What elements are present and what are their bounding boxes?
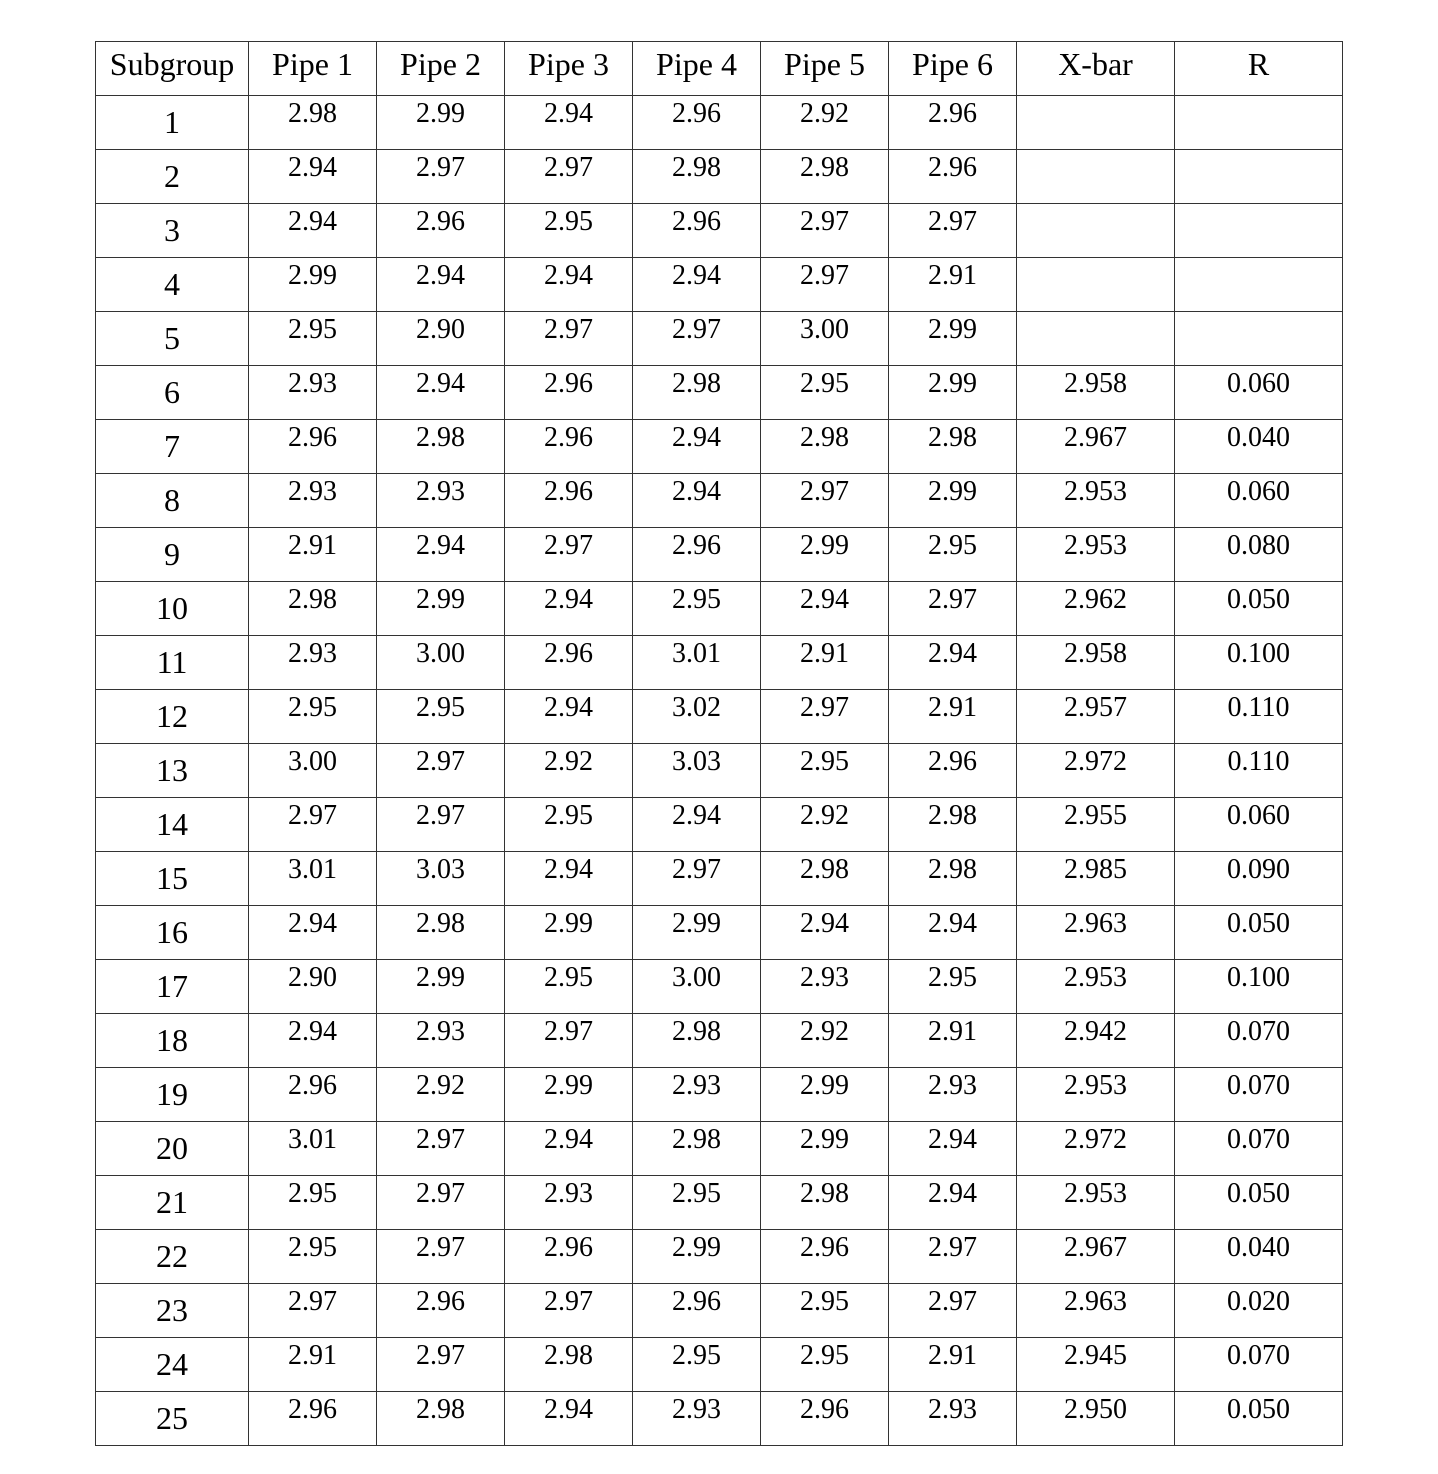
x-bar-cell: 2.962 [1017, 582, 1175, 636]
pipe-6-cell: 2.99 [889, 366, 1017, 420]
pipe-3-cell: 2.93 [505, 1176, 633, 1230]
pipe-5-cell: 2.98 [761, 420, 889, 474]
pipe-5-cell: 2.92 [761, 1014, 889, 1068]
table-row [96, 528, 1343, 582]
x-bar-cell: 2.942 [1017, 1014, 1175, 1068]
subgroup-cell: 5 [96, 312, 249, 366]
pipe-3-cell: 2.92 [505, 744, 633, 798]
r-cell: 0.020 [1175, 1284, 1343, 1338]
pipe-1-cell: 2.93 [249, 366, 377, 420]
pipe-1-cell: 2.90 [249, 960, 377, 1014]
pipe-6-cell: 2.96 [889, 96, 1017, 150]
subgroup-cell: 4 [96, 258, 249, 312]
pipe-2-cell: 2.95 [377, 690, 505, 744]
pipe-1-cell: 2.95 [249, 312, 377, 366]
table-row [96, 420, 1343, 474]
pipe-6-cell: 2.97 [889, 1230, 1017, 1284]
pipe-4-cell: 2.99 [633, 906, 761, 960]
pipe-4-cell: 2.96 [633, 204, 761, 258]
pipe-2-cell: 2.97 [377, 1230, 505, 1284]
r-cell [1175, 96, 1343, 150]
table-row [96, 690, 1343, 744]
subgroup-cell: 22 [96, 1230, 249, 1284]
pipe-2-cell: 2.92 [377, 1068, 505, 1122]
pipe-4-cell: 2.94 [633, 798, 761, 852]
pipe-3-cell: 2.96 [505, 636, 633, 690]
pipe-4-cell: 2.97 [633, 852, 761, 906]
table-row [96, 1176, 1343, 1230]
r-cell: 0.100 [1175, 960, 1343, 1014]
subgroup-cell: 23 [96, 1284, 249, 1338]
pipe-3-cell: 2.95 [505, 960, 633, 1014]
pipe-3-cell: 2.97 [505, 528, 633, 582]
table-row [96, 1230, 1343, 1284]
x-bar-cell [1017, 312, 1175, 366]
pipe-6-cell: 2.94 [889, 636, 1017, 690]
table-body [96, 96, 1343, 1446]
pipe-5-cell: 2.99 [761, 1068, 889, 1122]
subgroup-cell: 19 [96, 1068, 249, 1122]
pipe-3-cell: 2.95 [505, 798, 633, 852]
pipe-4-cell: 2.98 [633, 366, 761, 420]
pipe-5-cell: 2.97 [761, 258, 889, 312]
pipe-5-cell: 2.99 [761, 1122, 889, 1176]
subgroup-cell: 15 [96, 852, 249, 906]
pipe-6-cell: 2.97 [889, 204, 1017, 258]
pipe-2-cell: 2.99 [377, 582, 505, 636]
r-cell: 0.070 [1175, 1122, 1343, 1176]
table-row [96, 96, 1343, 150]
table-row [96, 312, 1343, 366]
pipe-2-cell: 2.98 [377, 906, 505, 960]
pipe-6-cell: 2.91 [889, 1338, 1017, 1392]
pipe-5-cell: 2.96 [761, 1230, 889, 1284]
pipe-2-cell: 2.97 [377, 1122, 505, 1176]
column-header-subgroup: Subgroup [96, 42, 249, 96]
r-cell: 0.090 [1175, 852, 1343, 906]
pipe-6-cell: 2.94 [889, 906, 1017, 960]
pipe-6-cell: 2.98 [889, 852, 1017, 906]
pipe-6-cell: 2.93 [889, 1392, 1017, 1446]
pipe-4-cell: 3.00 [633, 960, 761, 1014]
pipe-2-cell: 2.93 [377, 1014, 505, 1068]
pipe-2-cell: 2.97 [377, 150, 505, 204]
pipe-3-cell: 2.99 [505, 906, 633, 960]
x-bar-cell: 2.963 [1017, 1284, 1175, 1338]
pipe-3-cell: 2.96 [505, 1230, 633, 1284]
r-cell: 0.110 [1175, 744, 1343, 798]
table-row [96, 1392, 1343, 1446]
pipe-1-cell: 2.96 [249, 1068, 377, 1122]
pipe-6-cell: 2.94 [889, 1176, 1017, 1230]
pipe-1-cell: 2.94 [249, 906, 377, 960]
pipe-4-cell: 2.98 [633, 1122, 761, 1176]
table-row [96, 366, 1343, 420]
pipe-2-cell: 2.98 [377, 1392, 505, 1446]
r-cell: 0.060 [1175, 474, 1343, 528]
x-bar-cell: 2.972 [1017, 1122, 1175, 1176]
pipe-4-cell: 2.95 [633, 1176, 761, 1230]
pipe-4-cell: 2.94 [633, 420, 761, 474]
pipe-6-cell: 2.93 [889, 1068, 1017, 1122]
pipe-measurements-table [95, 41, 1343, 1446]
pipe-1-cell: 2.94 [249, 1014, 377, 1068]
pipe-1-cell: 2.95 [249, 1230, 377, 1284]
pipe-3-cell: 2.98 [505, 1338, 633, 1392]
pipe-4-cell: 2.94 [633, 258, 761, 312]
pipe-3-cell: 2.95 [505, 204, 633, 258]
subgroup-cell: 17 [96, 960, 249, 1014]
pipe-2-cell: 2.99 [377, 96, 505, 150]
pipe-4-cell: 2.96 [633, 528, 761, 582]
column-header-pipe-5: Pipe 5 [761, 42, 889, 96]
pipe-3-cell: 2.94 [505, 690, 633, 744]
table-header-row [96, 42, 1343, 96]
r-cell [1175, 312, 1343, 366]
pipe-5-cell: 2.97 [761, 690, 889, 744]
pipe-4-cell: 2.96 [633, 96, 761, 150]
x-bar-cell: 2.967 [1017, 1230, 1175, 1284]
x-bar-cell: 2.972 [1017, 744, 1175, 798]
pipe-2-cell: 2.93 [377, 474, 505, 528]
x-bar-cell: 2.953 [1017, 960, 1175, 1014]
subgroup-cell: 1 [96, 96, 249, 150]
r-cell: 0.050 [1175, 582, 1343, 636]
pipe-4-cell: 2.98 [633, 1014, 761, 1068]
column-header-r: R [1175, 42, 1343, 96]
x-bar-cell: 2.953 [1017, 474, 1175, 528]
x-bar-cell [1017, 258, 1175, 312]
x-bar-cell: 2.958 [1017, 636, 1175, 690]
pipe-4-cell: 2.98 [633, 150, 761, 204]
pipe-5-cell: 2.91 [761, 636, 889, 690]
pipe-6-cell: 2.91 [889, 690, 1017, 744]
pipe-4-cell: 2.95 [633, 582, 761, 636]
pipe-6-cell: 2.96 [889, 150, 1017, 204]
pipe-2-cell: 2.96 [377, 1284, 505, 1338]
subgroup-cell: 14 [96, 798, 249, 852]
subgroup-cell: 21 [96, 1176, 249, 1230]
pipe-5-cell: 2.98 [761, 1176, 889, 1230]
pipe-3-cell: 2.94 [505, 852, 633, 906]
pipe-5-cell: 2.98 [761, 150, 889, 204]
table-row [96, 1068, 1343, 1122]
r-cell [1175, 258, 1343, 312]
pipe-5-cell: 2.95 [761, 1284, 889, 1338]
column-header-pipe-1: Pipe 1 [249, 42, 377, 96]
pipe-1-cell: 2.99 [249, 258, 377, 312]
pipe-5-cell: 2.97 [761, 204, 889, 258]
r-cell: 0.070 [1175, 1068, 1343, 1122]
subgroup-cell: 9 [96, 528, 249, 582]
pipe-4-cell: 2.97 [633, 312, 761, 366]
x-bar-cell [1017, 96, 1175, 150]
pipe-4-cell: 3.01 [633, 636, 761, 690]
table-row [96, 258, 1343, 312]
x-bar-cell: 2.945 [1017, 1338, 1175, 1392]
pipe-6-cell: 2.99 [889, 312, 1017, 366]
pipe-1-cell: 2.96 [249, 420, 377, 474]
table-row [96, 1284, 1343, 1338]
pipe-1-cell: 2.91 [249, 528, 377, 582]
subgroup-cell: 6 [96, 366, 249, 420]
pipe-1-cell: 2.93 [249, 474, 377, 528]
pipe-6-cell: 2.91 [889, 1014, 1017, 1068]
pipe-4-cell: 2.93 [633, 1068, 761, 1122]
pipe-1-cell: 2.97 [249, 798, 377, 852]
r-cell: 0.050 [1175, 1176, 1343, 1230]
x-bar-cell [1017, 150, 1175, 204]
r-cell [1175, 150, 1343, 204]
pipe-1-cell: 2.94 [249, 150, 377, 204]
x-bar-cell: 2.953 [1017, 1068, 1175, 1122]
pipe-5-cell: 3.00 [761, 312, 889, 366]
pipe-3-cell: 2.94 [505, 1122, 633, 1176]
table-row [96, 582, 1343, 636]
pipe-1-cell: 2.95 [249, 1176, 377, 1230]
pipe-3-cell: 2.97 [505, 1014, 633, 1068]
table-row [96, 1338, 1343, 1392]
x-bar-cell: 2.955 [1017, 798, 1175, 852]
pipe-1-cell: 2.97 [249, 1284, 377, 1338]
pipe-2-cell: 2.94 [377, 528, 505, 582]
pipe-5-cell: 2.94 [761, 906, 889, 960]
pipe-2-cell: 2.97 [377, 744, 505, 798]
table-row [96, 204, 1343, 258]
r-cell: 0.050 [1175, 906, 1343, 960]
pipe-5-cell: 2.95 [761, 1338, 889, 1392]
x-bar-cell: 2.985 [1017, 852, 1175, 906]
pipe-3-cell: 2.96 [505, 420, 633, 474]
r-cell: 0.060 [1175, 798, 1343, 852]
pipe-5-cell: 2.95 [761, 366, 889, 420]
subgroup-cell: 8 [96, 474, 249, 528]
subgroup-cell: 7 [96, 420, 249, 474]
r-cell: 0.080 [1175, 528, 1343, 582]
pipe-2-cell: 2.97 [377, 798, 505, 852]
pipe-1-cell: 2.98 [249, 582, 377, 636]
pipe-4-cell: 2.95 [633, 1338, 761, 1392]
table-row [96, 852, 1343, 906]
r-cell: 0.040 [1175, 420, 1343, 474]
pipe-1-cell: 2.94 [249, 204, 377, 258]
table-row [96, 906, 1343, 960]
x-bar-cell: 2.957 [1017, 690, 1175, 744]
pipe-2-cell: 2.97 [377, 1338, 505, 1392]
x-bar-cell: 2.958 [1017, 366, 1175, 420]
pipe-1-cell: 2.96 [249, 1392, 377, 1446]
table-row [96, 1122, 1343, 1176]
r-cell: 0.110 [1175, 690, 1343, 744]
column-header-pipe-2: Pipe 2 [377, 42, 505, 96]
pipe-4-cell: 2.93 [633, 1392, 761, 1446]
pipe-6-cell: 2.96 [889, 744, 1017, 798]
pipe-6-cell: 2.94 [889, 1122, 1017, 1176]
pipe-3-cell: 2.97 [505, 312, 633, 366]
r-cell: 0.070 [1175, 1338, 1343, 1392]
pipe-3-cell: 2.94 [505, 582, 633, 636]
pipe-1-cell: 2.93 [249, 636, 377, 690]
subgroup-cell: 18 [96, 1014, 249, 1068]
pipe-1-cell: 3.01 [249, 852, 377, 906]
x-bar-cell [1017, 204, 1175, 258]
pipe-5-cell: 2.95 [761, 744, 889, 798]
pipe-2-cell: 3.03 [377, 852, 505, 906]
table-row [96, 798, 1343, 852]
subgroup-cell: 25 [96, 1392, 249, 1446]
subgroup-cell: 2 [96, 150, 249, 204]
column-header-x-bar: X-bar [1017, 42, 1175, 96]
pipe-6-cell: 2.95 [889, 960, 1017, 1014]
pipe-4-cell: 3.03 [633, 744, 761, 798]
pipe-2-cell: 2.99 [377, 960, 505, 1014]
pipe-2-cell: 2.96 [377, 204, 505, 258]
pipe-3-cell: 2.96 [505, 366, 633, 420]
pipe-1-cell: 3.01 [249, 1122, 377, 1176]
subgroup-cell: 20 [96, 1122, 249, 1176]
column-header-pipe-6: Pipe 6 [889, 42, 1017, 96]
pipe-6-cell: 2.95 [889, 528, 1017, 582]
pipe-1-cell: 3.00 [249, 744, 377, 798]
subgroup-cell: 13 [96, 744, 249, 798]
pipe-4-cell: 2.96 [633, 1284, 761, 1338]
pipe-6-cell: 2.97 [889, 582, 1017, 636]
pipe-6-cell: 2.98 [889, 420, 1017, 474]
pipe-4-cell: 2.99 [633, 1230, 761, 1284]
r-cell: 0.060 [1175, 366, 1343, 420]
column-header-pipe-3: Pipe 3 [505, 42, 633, 96]
pipe-3-cell: 2.96 [505, 474, 633, 528]
x-bar-cell: 2.967 [1017, 420, 1175, 474]
pipe-6-cell: 2.91 [889, 258, 1017, 312]
subgroup-cell: 3 [96, 204, 249, 258]
r-cell: 0.070 [1175, 1014, 1343, 1068]
pipe-3-cell: 2.94 [505, 258, 633, 312]
pipe-2-cell: 2.98 [377, 420, 505, 474]
subgroup-cell: 11 [96, 636, 249, 690]
subgroup-cell: 12 [96, 690, 249, 744]
subgroup-cell: 24 [96, 1338, 249, 1392]
table-row [96, 474, 1343, 528]
pipe-3-cell: 2.99 [505, 1068, 633, 1122]
pipe-2-cell: 2.90 [377, 312, 505, 366]
pipe-5-cell: 2.92 [761, 798, 889, 852]
pipe-2-cell: 3.00 [377, 636, 505, 690]
table-row [96, 960, 1343, 1014]
x-bar-cell: 2.953 [1017, 1176, 1175, 1230]
pipe-5-cell: 2.92 [761, 96, 889, 150]
pipe-4-cell: 3.02 [633, 690, 761, 744]
pipe-5-cell: 2.97 [761, 474, 889, 528]
subgroup-cell: 10 [96, 582, 249, 636]
pipe-5-cell: 2.93 [761, 960, 889, 1014]
pipe-3-cell: 2.97 [505, 1284, 633, 1338]
pipe-4-cell: 2.94 [633, 474, 761, 528]
pipe-2-cell: 2.97 [377, 1176, 505, 1230]
pipe-1-cell: 2.98 [249, 96, 377, 150]
subgroup-cell: 16 [96, 906, 249, 960]
x-bar-cell: 2.950 [1017, 1392, 1175, 1446]
r-cell: 0.100 [1175, 636, 1343, 690]
r-cell: 0.040 [1175, 1230, 1343, 1284]
x-bar-cell: 2.953 [1017, 528, 1175, 582]
pipe-6-cell: 2.99 [889, 474, 1017, 528]
pipe-5-cell: 2.98 [761, 852, 889, 906]
pipe-2-cell: 2.94 [377, 258, 505, 312]
pipe-6-cell: 2.97 [889, 1284, 1017, 1338]
pipe-6-cell: 2.98 [889, 798, 1017, 852]
r-cell: 0.050 [1175, 1392, 1343, 1446]
column-header-pipe-4: Pipe 4 [633, 42, 761, 96]
table-row [96, 636, 1343, 690]
table-row [96, 744, 1343, 798]
pipe-5-cell: 2.99 [761, 528, 889, 582]
r-cell [1175, 204, 1343, 258]
pipe-3-cell: 2.97 [505, 150, 633, 204]
pipe-1-cell: 2.91 [249, 1338, 377, 1392]
pipe-1-cell: 2.95 [249, 690, 377, 744]
pipe-3-cell: 2.94 [505, 1392, 633, 1446]
table-row [96, 150, 1343, 204]
x-bar-cell: 2.963 [1017, 906, 1175, 960]
pipe-3-cell: 2.94 [505, 96, 633, 150]
pipe-5-cell: 2.94 [761, 582, 889, 636]
pipe-5-cell: 2.96 [761, 1392, 889, 1446]
table-row [96, 1014, 1343, 1068]
pipe-2-cell: 2.94 [377, 366, 505, 420]
